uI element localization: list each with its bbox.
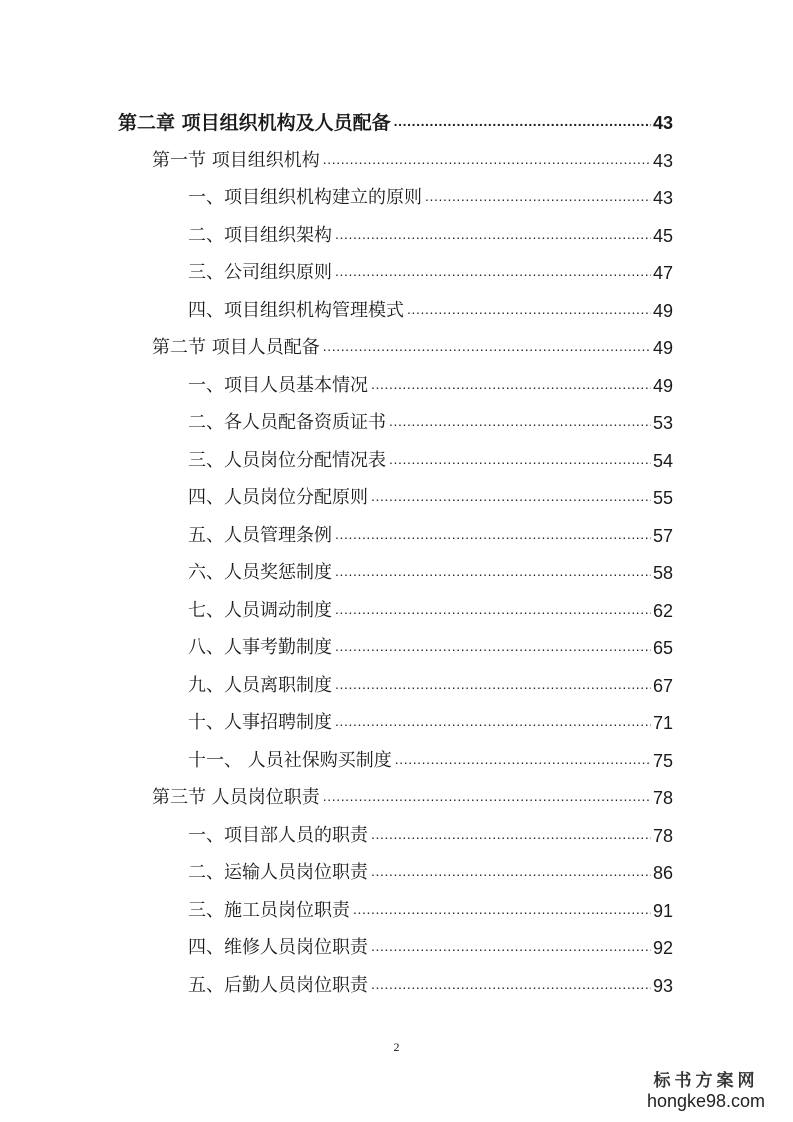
toc-entry-page-number: 91 (652, 900, 673, 921)
toc-entry-page-number: 67 (652, 675, 673, 696)
toc-entry-label: 第三节 人员岗位职责 (152, 787, 320, 808)
toc-entry[interactable] (0, 142, 673, 172)
toc-dot-leader (371, 487, 651, 509)
toc-dot-leader (371, 862, 651, 884)
toc-dot-leader (335, 562, 651, 584)
toc-dot-leader (335, 675, 651, 697)
toc-dot-leader (371, 975, 651, 997)
toc-entry-page-number: 78 (652, 788, 673, 808)
toc-entry-label: 四、维修人员岗位职责 (188, 937, 368, 958)
toc-entry[interactable] (0, 104, 673, 134)
toc-entry-page-number: 62 (652, 600, 673, 621)
toc-entry-page-number: 78 (652, 825, 673, 846)
toc-entry[interactable] (0, 442, 673, 472)
watermark-url: hongke98.com (646, 1091, 766, 1111)
toc-entry[interactable] (0, 929, 673, 959)
toc-dot-leader (323, 150, 651, 172)
toc-entry-label: 一、项目人员基本情况 (188, 374, 368, 396)
toc-entry[interactable] (0, 817, 673, 847)
toc-entry-label: 三、人员岗位分配情况表 (188, 449, 386, 471)
toc-entry-label: 第二章 项目组织机构及人员配备 (118, 112, 391, 134)
toc-entry-label: 六、人员奖惩制度 (188, 562, 332, 583)
toc-entry[interactable] (0, 179, 673, 209)
toc-entry-label: 二、运输人员岗位职责 (188, 862, 368, 883)
toc-dot-leader (407, 300, 651, 322)
toc-entry-label: 三、公司组织原则 (188, 262, 332, 283)
toc-entry-page-number: 57 (652, 525, 673, 546)
toc-entry[interactable] (0, 554, 673, 584)
toc-entry-label: 十、人事招聘制度 (188, 712, 332, 733)
toc-dot-leader (389, 412, 651, 434)
toc-entry-page-number: 93 (652, 975, 673, 996)
toc-entry-page-number: 55 (652, 488, 673, 508)
toc-dot-leader (389, 450, 651, 472)
toc-dot-leader (371, 937, 651, 959)
toc-entry-page-number: 58 (652, 563, 673, 583)
toc-entry-page-number: 43 (652, 113, 673, 133)
toc-dot-leader (335, 525, 651, 547)
toc-entry-page-number: 49 (652, 300, 673, 321)
toc-entry-label: 十一、 人员社保购买制度 (188, 749, 392, 771)
toc-entry-label: 第一节 项目组织机构 (152, 149, 320, 171)
toc-entry-page-number: 49 (652, 338, 673, 358)
toc-entry-page-number: 45 (652, 225, 673, 246)
toc-entry-page-number: 92 (652, 938, 673, 958)
toc-dot-leader (335, 637, 651, 659)
toc-entry[interactable] (0, 967, 673, 997)
toc-entry-page-number: 47 (652, 263, 673, 283)
toc-dot-leader (335, 225, 651, 247)
toc-entry[interactable] (0, 854, 673, 884)
toc-dot-leader (371, 375, 651, 397)
toc-entry-page-number: 54 (652, 450, 673, 471)
toc-entry-label: 三、施工员岗位职责 (188, 899, 350, 921)
toc-entry[interactable] (0, 254, 673, 284)
toc-dot-leader (335, 712, 651, 734)
toc-entry[interactable] (0, 779, 673, 809)
toc-entry[interactable] (0, 367, 673, 397)
toc-entry-label: 一、项目部人员的职责 (188, 824, 368, 846)
toc-dot-leader (353, 900, 651, 922)
toc-entry-page-number: 43 (652, 150, 673, 171)
toc-entry-page-number: 53 (652, 413, 673, 433)
toc-entry-label: 一、项目组织机构建立的原则 (188, 187, 422, 208)
toc-entry[interactable] (0, 892, 673, 922)
toc-entry-label: 二、项目组织架构 (188, 224, 332, 246)
toc-entry[interactable] (0, 592, 673, 622)
toc-entry[interactable] (0, 329, 673, 359)
toc-dot-leader (371, 825, 651, 847)
toc-entry-page-number: 43 (652, 188, 673, 208)
toc-dot-leader (425, 187, 651, 209)
toc-dot-leader (323, 787, 651, 809)
toc-entry-page-number: 71 (652, 713, 673, 733)
toc-entry-label: 七、人员调动制度 (188, 599, 332, 621)
toc-dot-leader (323, 337, 651, 359)
toc-entry[interactable] (0, 704, 673, 734)
toc-entry-label: 四、项目组织机构管理模式 (188, 299, 404, 321)
toc-entry[interactable] (0, 404, 673, 434)
toc-entry-label: 五、人员管理条例 (188, 524, 332, 546)
toc-entry-label: 二、各人员配备资质证书 (188, 412, 386, 433)
toc-dot-leader (395, 750, 651, 772)
toc-entry[interactable] (0, 479, 673, 509)
watermark-chinese-text: 标书方案网 (653, 1071, 759, 1091)
toc-entry-page-number: 65 (652, 638, 673, 658)
toc-entry-page-number: 86 (652, 863, 673, 883)
toc-entry-page-number: 75 (652, 750, 673, 771)
toc-dot-leader (335, 262, 651, 284)
toc-dot-leader (394, 112, 651, 134)
toc-entry[interactable] (0, 217, 673, 247)
toc-entry[interactable] (0, 292, 673, 322)
toc-entry-label: 第二节 项目人员配备 (152, 337, 320, 358)
toc-entry-label: 五、后勤人员岗位职责 (188, 974, 368, 996)
toc-entry-label: 九、人员离职制度 (188, 674, 332, 696)
toc-entry-label: 八、人事考勤制度 (188, 637, 332, 658)
toc-entry[interactable] (0, 517, 673, 547)
toc-dot-leader (335, 600, 651, 622)
toc-entry[interactable] (0, 667, 673, 697)
watermark (631, 1066, 781, 1112)
toc-entry-label: 四、人员岗位分配原则 (188, 487, 368, 508)
page-number: 2 (393, 1040, 400, 1054)
toc-entry-page-number: 49 (652, 375, 673, 396)
toc-entry[interactable] (0, 742, 673, 772)
toc-entry[interactable] (0, 629, 673, 659)
